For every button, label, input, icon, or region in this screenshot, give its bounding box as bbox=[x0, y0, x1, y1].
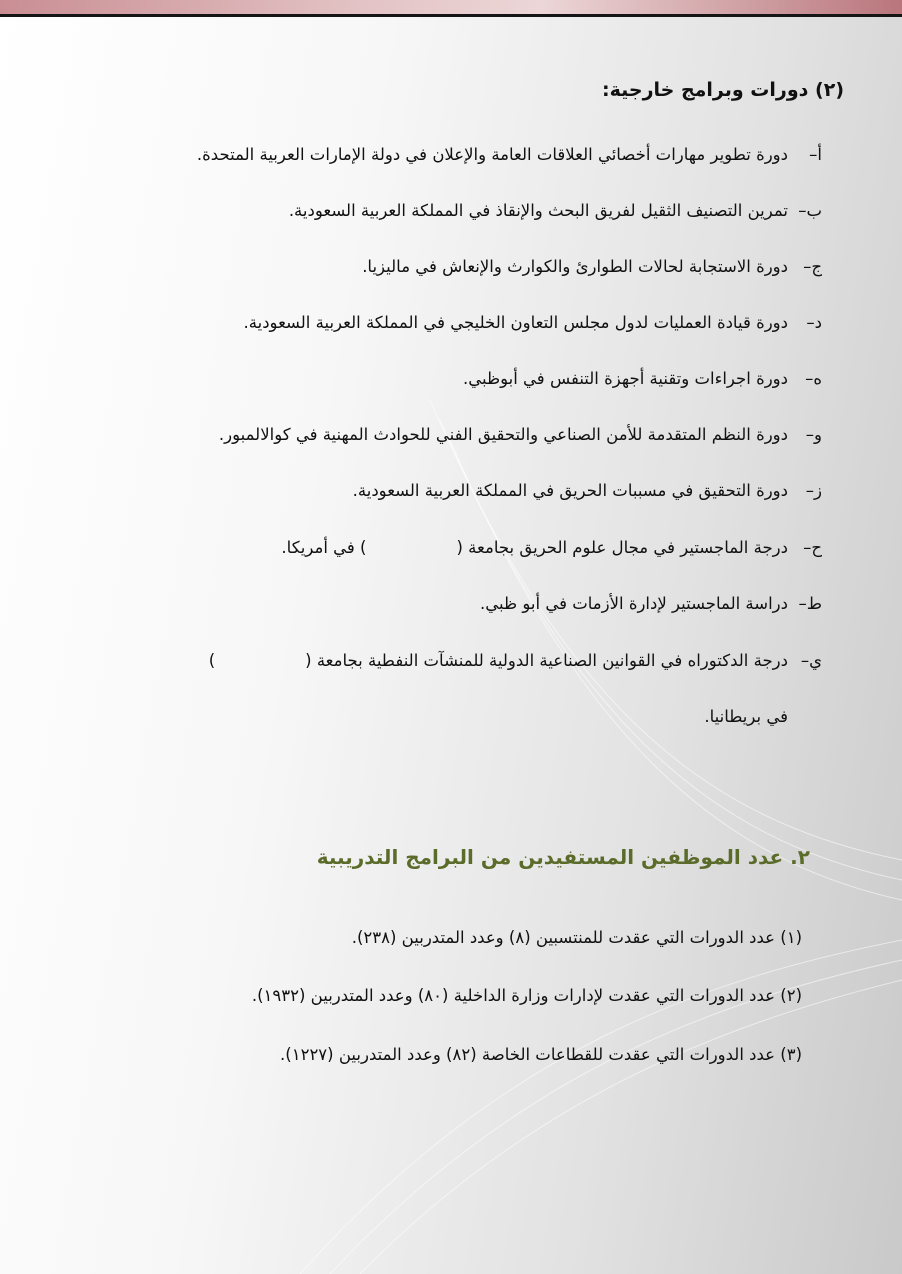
item-text: تمرين التصنيف الثقيل لفريق البحث والإنقاذ في المملكة العربية السعودية. bbox=[288, 201, 788, 220]
section-title: (٢) دورات وبرامج خارجية: bbox=[602, 79, 844, 101]
item-label: و– bbox=[805, 425, 822, 444]
stat-item: (٣) عدد الدورات التي عقدت للقطاعات الخاصة (٨٢) وعدد المتدربين (١٢٢٧). bbox=[280, 1045, 802, 1064]
course-item bbox=[209, 649, 822, 673]
item-text: دورة تطوير مهارات أخصائي العلاقات العامة والإعلان في دولة الإمارات العربية المتحدة. bbox=[196, 145, 788, 164]
stat-item: (٢) عدد الدورات التي عقدت لإدارات وزارة الداخلية (٨٠) وعدد المتدربين (١٩٣٢). bbox=[251, 986, 802, 1005]
item-continuation: في بريطانيا. bbox=[704, 707, 788, 726]
item-label: ه– bbox=[805, 369, 822, 388]
item-text: درجة الدكتوراه في القوانين الصناعية الدولية للمنشآت النفطية بجامعة ( bbox=[305, 651, 788, 670]
stat-item: (١) عدد الدورات التي عقدت للمنتسبين (٨) وعدد المتدربين (٢٣٨). bbox=[351, 928, 802, 947]
item-label: ي– bbox=[800, 651, 822, 670]
course-item bbox=[353, 479, 822, 503]
item-text-after: ) في أمريكا. bbox=[281, 538, 367, 557]
item-text: دورة النظم المتقدمة للأمن الصناعي والتحقيق الفني للحوادث المهنية في كوالالمبور. bbox=[218, 425, 788, 444]
course-item bbox=[244, 311, 822, 335]
item-label: ب– bbox=[798, 201, 822, 220]
course-item bbox=[480, 592, 822, 616]
course-item bbox=[219, 423, 822, 447]
header-divider bbox=[0, 14, 902, 17]
item-label: ح– bbox=[803, 538, 822, 557]
header-bar bbox=[0, 0, 902, 14]
course-item bbox=[362, 255, 822, 279]
section-heading: ٢. عدد الموظفين المستفيدين من البرامج التدريبية bbox=[316, 845, 810, 869]
item-text: درجة الماجستير في مجال علوم الحريق بجامعة ( bbox=[456, 538, 788, 557]
item-text-after: ) bbox=[208, 651, 216, 670]
item-text: دورة التحقيق في مسببات الحريق في المملكة العربية السعودية. bbox=[352, 481, 788, 500]
item-text: دورة قيادة العمليات لدول مجلس التعاون الخليجي في المملكة العربية السعودية. bbox=[243, 313, 788, 332]
item-label: أ– bbox=[809, 145, 822, 164]
item-text: دورة اجراءات وتقنية أجهزة التنفس في أبوظبي. bbox=[463, 369, 788, 388]
course-item bbox=[197, 143, 822, 167]
item-text: دراسة الماجستير لإدارة الأزمات في أبو ظبي. bbox=[480, 594, 788, 613]
item-label: ج– bbox=[803, 257, 822, 276]
item-label: د– bbox=[806, 313, 822, 332]
course-item bbox=[281, 536, 822, 560]
course-item bbox=[463, 367, 822, 391]
item-text: دورة الاستجابة لحالات الطوارئ والكوارث والإنعاش في ماليزيا. bbox=[362, 257, 788, 276]
item-label: ط– bbox=[798, 594, 822, 613]
item-label: ز– bbox=[805, 481, 822, 500]
course-item bbox=[289, 199, 822, 223]
